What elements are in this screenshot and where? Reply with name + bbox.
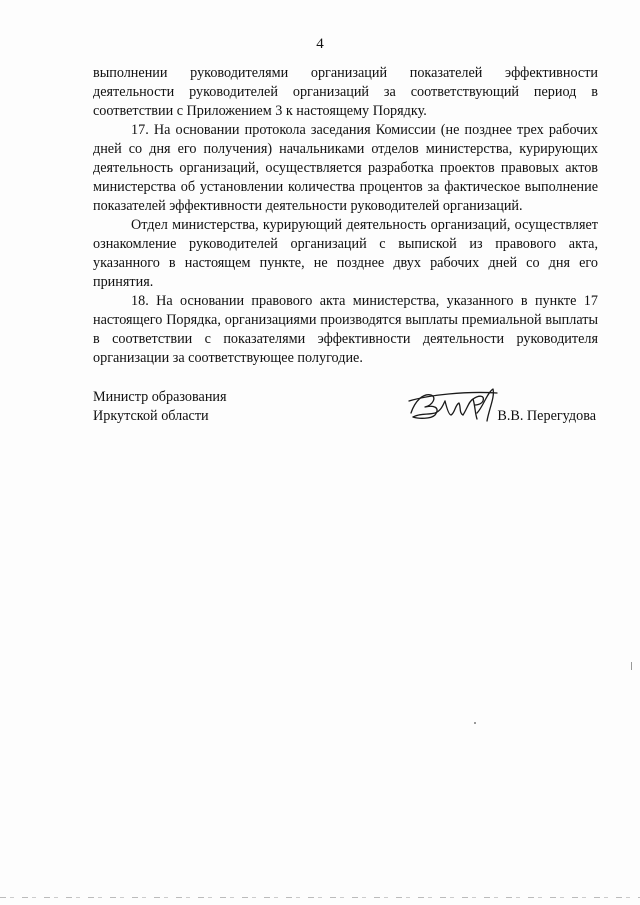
paragraph-department: Отдел министерства, курирующий деятельность организаций, осуществляет ознакомление руководителей организаций с выпиской из правового акта, указанного в настоящем пункте, не позднее двух рабочих дней со дня его принятия.: [93, 217, 598, 290]
paragraph-item-17: 17. На основании протокола заседания Комиссии (не позднее трех рабочих дней со дня его получения) начальниками отделов министерства, курирующих деятельность организаций, осуществляется разработка проектов правовых актов министерства об установлении количества процентов за фактическое выполнение показателей эффективности деятельности руководителей организаций.: [93, 122, 598, 214]
handwritten-signature: [405, 383, 501, 427]
scan-edge: [0, 897, 640, 898]
scan-artifact: [631, 662, 632, 670]
signatory-name: В.В. Перегудова: [497, 408, 596, 424]
signatory-title: [93, 388, 227, 426]
paragraph-continuation: выполнении руководителями организаций показателей эффективности деятельности руководителей организаций за соответствующий период в соответствии с Приложением 3 к настоящему Порядку.: [93, 65, 598, 119]
scan-artifact: [474, 722, 476, 724]
paragraph-item-18: 18. На основании правового акта министерства, указанного в пункте 17 настоящего Порядка, организациями производятся выплаты премиальной выплаты в соответствии с показателями эффективности деятельности руководителя организации за соответствующее полугодие.: [93, 293, 598, 366]
signatory-title-line-2: Иркутской области: [93, 408, 209, 424]
signature-block: [93, 388, 598, 438]
signatory-title-line-1: Министр образования: [93, 389, 227, 405]
page-number: 4: [316, 36, 324, 52]
document-body: [93, 64, 598, 368]
